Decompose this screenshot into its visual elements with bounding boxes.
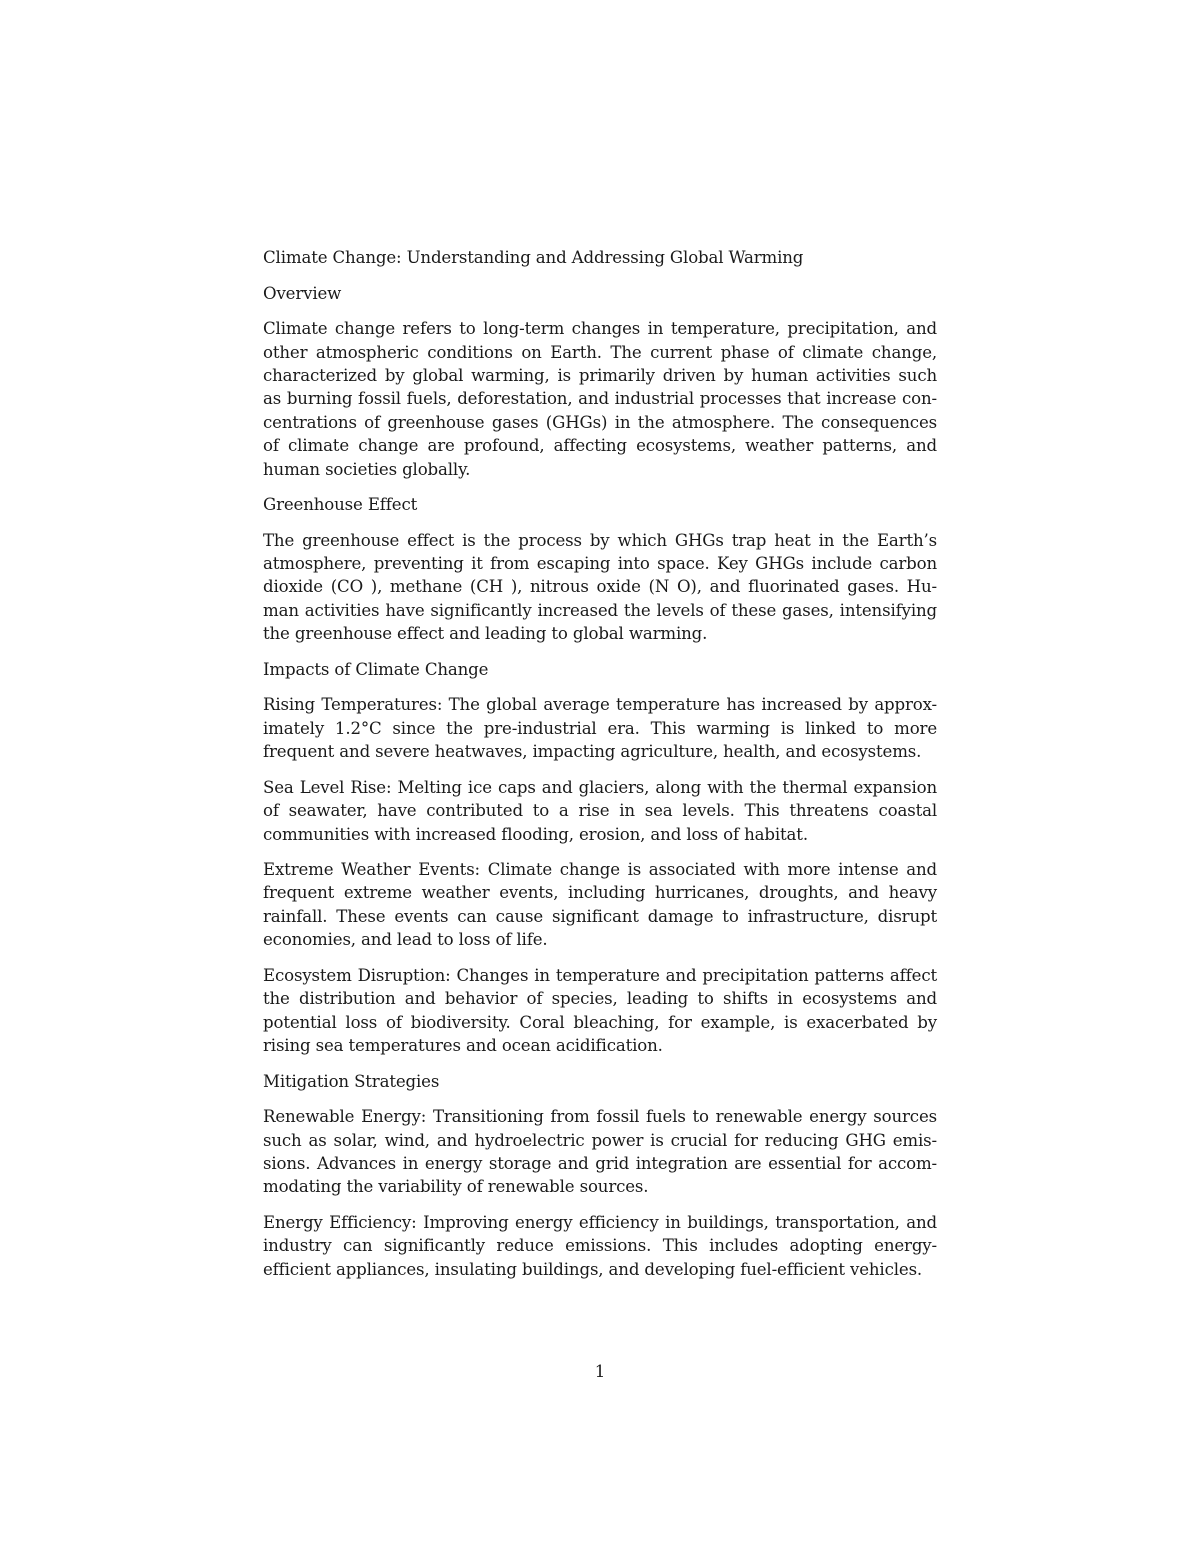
text-line: rising sea temperatures and ocean acidification. [263,1036,663,1056]
text-line: human societies globally. [263,459,471,479]
paragraph-energy-efficiency [263,1211,937,1281]
paragraph-greenhouse-effect [263,529,937,646]
text-line: Renewable Energy: Transitioning from fossil fuels to renewable energy sources [263,1107,937,1127]
section-heading-greenhouse-effect: Greenhouse Effect [263,495,418,515]
text-line: dioxide (CO ), methane (CH ), nitrous oxide (N O), and fluorinated gases. Hu- [263,577,937,597]
text-line: efficient appliances, insulating buildings, and developing fuel-efficient vehicles. [263,1259,923,1279]
text-line: Ecosystem Disruption: Changes in temperature and precipitation patterns affect [263,965,937,985]
text-line: economies, and lead to loss of life. [263,930,548,950]
section-heading-impacts: Impacts of Climate Change [263,659,489,679]
text-line: Climate change refers to long-term changes in temperature, precipitation, and [263,319,937,339]
text-line: rainfall. These events can cause significant damage to infrastructure, disrupt [263,906,937,926]
text-line: as burning fossil fuels, deforestation, and industrial processes that increase con- [263,389,937,409]
paragraph-overview [263,317,937,481]
text-line: Rising Temperatures: The global average temperature has increased by approx- [263,695,937,715]
page-number: 1 [594,1362,606,1381]
text-line: of seawater, have contributed to a rise in sea levels. This threatens coastal [263,801,937,821]
text-line: characterized by global warming, is primarily driven by human activities such [263,365,937,385]
text-line: imately 1.2°C since the pre-industrial era. This warming is linked to more [263,718,937,738]
text-line: centrations of greenhouse gases (GHGs) in the atmosphere. The consequences [263,412,937,432]
paragraph-ecosystem-disruption [263,964,937,1058]
text-line: other atmospheric conditions on Earth. The current phase of climate change, [263,342,937,362]
text-line: modating the variability of renewable sources. [263,1177,649,1197]
text-line: of climate change are profound, affecting ecosystems, weather patterns, and [263,436,937,456]
document-title: Climate Change: Understanding and Addressing Global Warming [263,248,804,267]
text-line: communities with increased flooding, erosion, and loss of habitat. [263,824,808,844]
paragraph-rising-temperatures [263,693,937,763]
text-line: Sea Level Rise: Melting ice caps and glaciers, along with the thermal expansion [263,777,937,797]
text-line: such as solar, wind, and hydroelectric power is crucial for reducing GHG emis- [263,1130,937,1150]
paragraph-extreme-weather [263,858,937,952]
text-line: frequent extreme weather events, including hurricanes, droughts, and heavy [263,883,937,903]
text-line: the greenhouse effect and leading to global warming. [263,624,708,644]
text-line: the distribution and behavior of species, leading to shifts in ecosystems and [263,989,937,1009]
text-line: potential loss of biodiversity. Coral bleaching, for example, is exacerbated by [263,1012,937,1032]
text-line: sions. Advances in energy storage and grid integration are essential for accom- [263,1153,937,1173]
text-line: Energy Efficiency: Improving energy efficiency in buildings, transportation, and [263,1212,937,1232]
document-page [263,246,937,1293]
text-line: Extreme Weather Events: Climate change is associated with more intense and [263,860,937,880]
paragraph-renewable-energy [263,1105,937,1199]
section-heading-overview: Overview [263,283,342,303]
text-line: industry can significantly reduce emissions. This includes adopting energy- [263,1236,937,1256]
text-line: frequent and severe heatwaves, impacting agriculture, health, and ecosystems. [263,742,922,762]
paragraph-sea-level-rise [263,776,937,846]
text-line: The greenhouse effect is the process by which GHGs trap heat in the Earth’s [263,530,937,550]
text-line: man activities have significantly increased the levels of these gases, intensifying [263,600,937,620]
text-line: atmosphere, preventing it from escaping into space. Key GHGs include carbon [263,554,937,574]
section-heading-mitigation: Mitigation Strategies [263,1071,440,1091]
